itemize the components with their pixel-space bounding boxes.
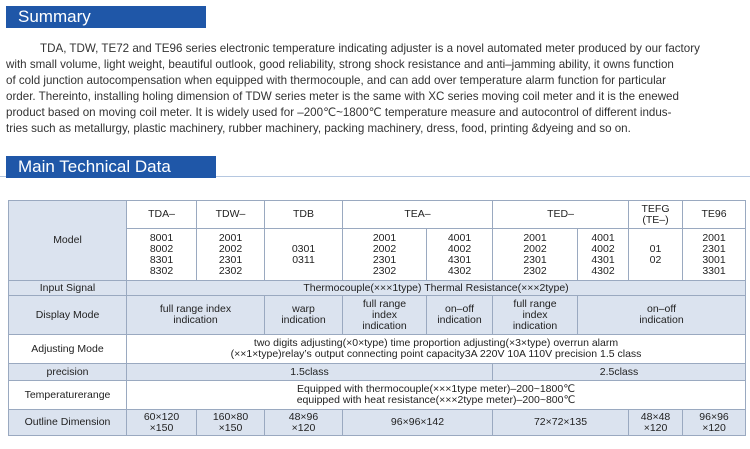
summary-heading: Summary xyxy=(6,6,206,28)
header-tea: TEA– xyxy=(343,201,493,229)
summary-line: with small volume, light weight, beautiful outlook, good reliability, strong shock resistance and anti–jamming ability, it owns function xyxy=(6,58,674,71)
display-mode-row xyxy=(9,296,746,335)
model-tefg: 01 02 xyxy=(629,229,683,281)
header-te96: TE96 xyxy=(683,201,746,229)
outline-te96: 96×96 ×120 xyxy=(683,410,746,436)
display-mode-tdb: warp indication xyxy=(265,296,343,335)
summary-line: order. Thereinto, installing holing dimension of TDW series meter is the same with XC series moving coil meter and it is the enewed xyxy=(6,90,679,103)
display-mode-label: Display Mode xyxy=(9,296,127,335)
display-mode-tea-b: on–off indication xyxy=(427,296,493,335)
header-tda: TDA– xyxy=(127,201,197,229)
technical-data-table xyxy=(8,200,746,436)
temperature-range-label: Temperaturerange xyxy=(9,381,127,410)
input-signal-value: Thermocouple(×××1type) Thermal Resistance(×××2type) xyxy=(127,281,746,296)
precision-right: 2.5class xyxy=(493,364,746,381)
model-te96: 2001 2301 3001 3301 xyxy=(683,229,746,281)
header-tdb: TDB xyxy=(265,201,343,229)
model-tea-a: 2001 2002 2301 2302 xyxy=(343,229,427,281)
display-mode-tea-a: full range index indication xyxy=(343,296,427,335)
outline-dimension-row xyxy=(9,410,746,436)
adjusting-mode-label: Adjusting Mode xyxy=(9,335,127,364)
outline-tda: 60×120 ×150 xyxy=(127,410,197,436)
input-signal-label: Input Signal xyxy=(9,281,127,296)
model-tda: 8001 8002 8301 8302 xyxy=(127,229,197,281)
summary-paragraph xyxy=(6,41,744,137)
model-tdw: 2001 2002 2301 2302 xyxy=(197,229,265,281)
outline-dimension-label: Outline Dimension xyxy=(9,410,127,436)
temperature-range-value: Equipped with thermocouple(×××1type meter)–200~1800℃ equipped with heat resistance(×××2type meter)–200~800℃ xyxy=(127,381,746,410)
header-tefg: TEFG (TE–) xyxy=(629,201,683,229)
model-tdb: 0301 0311 xyxy=(265,229,343,281)
tech-data-heading: Main Technical Data xyxy=(6,156,216,178)
adjusting-mode-row xyxy=(9,335,746,364)
summary-line: TDA, TDW, TE72 and TE96 series electronic temperature indicating adjuster is a novel automated meter produced by our factory xyxy=(40,42,700,55)
series-header-row xyxy=(9,201,746,229)
display-mode-tda-tdw: full range index indication xyxy=(127,296,265,335)
model-tea-b: 4001 4002 4301 4302 xyxy=(427,229,493,281)
outline-ted: 72×72×135 xyxy=(493,410,629,436)
outline-tdw: 160×80 ×150 xyxy=(197,410,265,436)
display-mode-ted-a: full range index indication xyxy=(493,296,578,335)
header-ted: TED– xyxy=(493,201,629,229)
model-ted-b: 4001 4002 4301 4302 xyxy=(578,229,629,281)
adjusting-mode-value: two digits adjusting(×0×type) time proportion adjusting(×3×type) overrun alarm (××1×type)relay’s output connecting point capacity3A 220V 10A 110V precision 1.5 class xyxy=(127,335,746,364)
outline-tdb: 48×96 ×120 xyxy=(265,410,343,436)
input-signal-row xyxy=(9,281,746,296)
model-ted-a: 2001 2002 2301 2302 xyxy=(493,229,578,281)
display-mode-rest: on–off indication xyxy=(578,296,746,335)
summary-line: of cold junction autocompensation when equipped with thermocouple, and can add over temperature alarm function for particular xyxy=(6,74,666,87)
model-label: Model xyxy=(9,201,127,281)
precision-label: precision xyxy=(9,364,127,381)
outline-tea: 96×96×142 xyxy=(343,410,493,436)
summary-line: product based on moving coil meter. It is widely used for –200℃~1800℃ temperature measure and autocontrol of different indus- xyxy=(6,106,672,119)
temperature-range-row xyxy=(9,381,746,410)
outline-tefg: 48×48 ×120 xyxy=(629,410,683,436)
precision-left: 1.5class xyxy=(127,364,493,381)
summary-line: tries such as metallurgy, plastic machinery, rubber machinery, packing machinery, dress, food, printing &dyeing and so on. xyxy=(6,122,631,135)
header-tdw: TDW– xyxy=(197,201,265,229)
precision-row xyxy=(9,364,746,381)
